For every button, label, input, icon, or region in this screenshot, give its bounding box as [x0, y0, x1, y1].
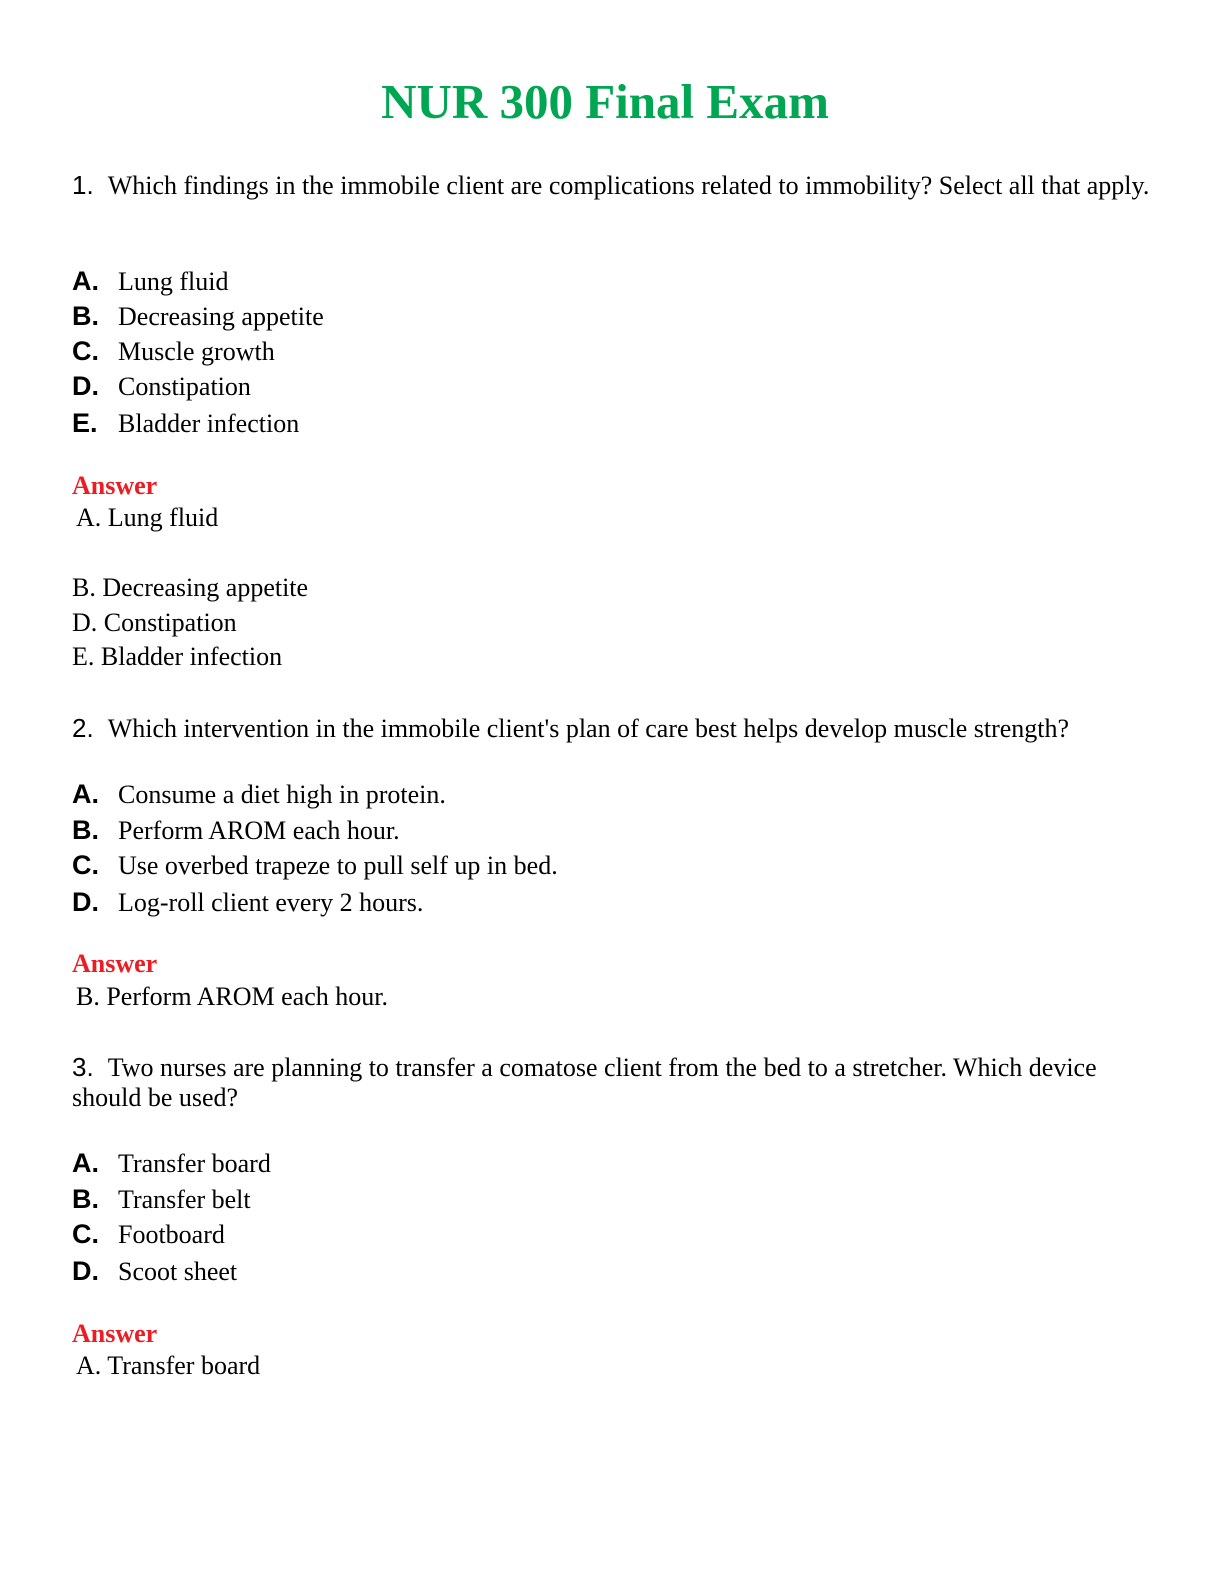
option-letter: D. [72, 371, 99, 401]
question-3 [72, 1052, 1152, 1113]
answer-1-d: D. Constipation [72, 608, 237, 637]
option-3d [72, 1254, 237, 1288]
question-text: Which intervention in the immobile client's plan of care best helps develop muscle strength? [107, 714, 1070, 743]
option-letter: D. [72, 887, 99, 917]
option-1a [72, 264, 229, 298]
option-1c [72, 334, 275, 368]
question-text: Two nurses are planning to transfer a comatose client from the bed to a stretcher. Which device should be used? [72, 1053, 1097, 1112]
option-2b [72, 813, 400, 847]
option-1b [72, 299, 324, 333]
option-text: Transfer belt [118, 1185, 251, 1214]
option-letter: C. [72, 850, 99, 880]
option-3a [72, 1146, 271, 1180]
option-text: Constipation [118, 372, 251, 401]
option-1d [72, 369, 251, 403]
question-1 [72, 170, 1152, 201]
option-1e [72, 406, 299, 440]
answer-3-a: A. Transfer board [76, 1351, 261, 1380]
question-number: 3. [72, 1052, 94, 1082]
answer-label: Answer [72, 1319, 158, 1348]
question-text: Which findings in the immobile client are complications related to immobility? Select all that apply. [107, 171, 1150, 200]
answer-1-e: E. Bladder infection [72, 642, 283, 671]
option-3b [72, 1182, 251, 1216]
option-text: Decreasing appetite [118, 302, 324, 331]
option-letter: E. [72, 408, 98, 438]
option-3c [72, 1217, 225, 1251]
question-number: 1. [72, 170, 94, 200]
question-2 [72, 713, 1152, 744]
answer-2-b: B. Perform AROM each hour. [76, 982, 388, 1011]
answer-1-b: B. Decreasing appetite [72, 573, 309, 602]
option-letter: A. [72, 779, 99, 809]
option-text: Bladder infection [118, 409, 300, 438]
option-2a [72, 777, 446, 811]
option-letter: D. [72, 1256, 99, 1286]
answer-label: Answer [72, 471, 158, 500]
option-letter: C. [72, 1219, 99, 1249]
page-title: NUR 300 Final Exam [381, 74, 829, 129]
option-text: Muscle growth [118, 337, 275, 366]
question-number: 2. [72, 713, 94, 743]
option-letter: A. [72, 266, 99, 296]
option-letter: A. [72, 1148, 99, 1178]
option-text: Lung fluid [118, 267, 229, 296]
option-text: Footboard [118, 1220, 225, 1249]
option-text: Use overbed trapeze to pull self up in bed. [118, 851, 558, 880]
option-text: Consume a diet high in protein. [118, 780, 446, 809]
option-2d [72, 885, 423, 919]
option-letter: B. [72, 1184, 99, 1214]
option-text: Scoot sheet [118, 1257, 238, 1286]
option-2c [72, 848, 558, 882]
answer-label: Answer [72, 949, 158, 978]
option-text: Perform AROM each hour. [118, 816, 400, 845]
answer-1-a: A. Lung fluid [76, 503, 219, 532]
option-letter: B. [72, 815, 99, 845]
option-letter: B. [72, 301, 99, 331]
option-letter: C. [72, 336, 99, 366]
option-text: Log-roll client every 2 hours. [118, 888, 424, 917]
option-text: Transfer board [118, 1149, 271, 1178]
